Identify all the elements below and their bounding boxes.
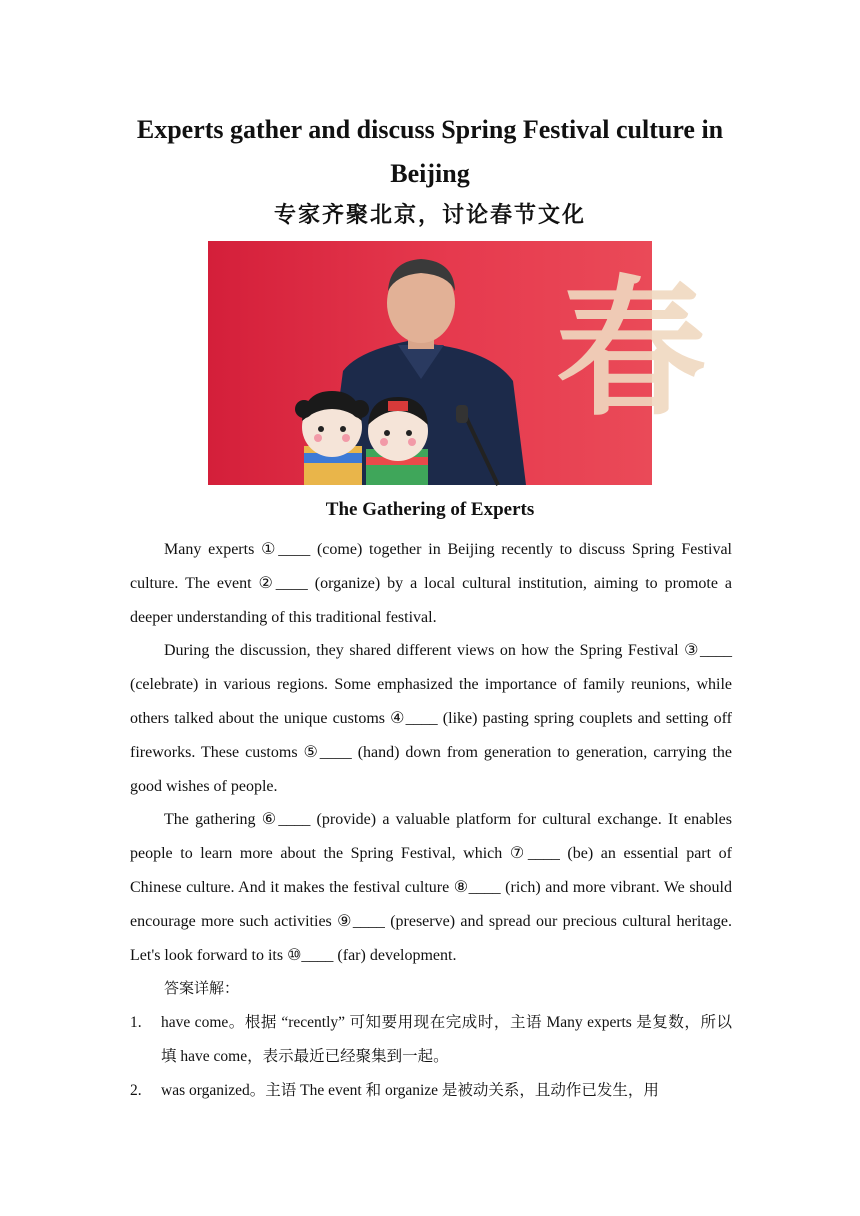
article-photo: [208, 241, 707, 485]
banner-character: 春: [556, 261, 707, 437]
answer-text: was organized。主语 The event 和 organize 是被动关系，且动作已发生，用: [161, 1081, 659, 1099]
paragraph-1: Many experts ①____ (come) together in Beijing recently to discuss Spring Festival culture. The event ②____ (organize) by a local cultural institution, aiming to promote a deeper understanding of this traditional festival.: [130, 541, 732, 626]
answer-item-2: [130, 1074, 732, 1108]
answers-heading: 答案详解：: [164, 979, 240, 998]
answer-text: have come。根据 “recently” 可知要用现在完成时，主语 Many experts 是复数，所以填 have come，表示最近已经聚集到一起。: [161, 1014, 732, 1065]
microphone: [456, 405, 468, 423]
doll-right: [366, 397, 428, 485]
article-body: [130, 533, 732, 1108]
article-title-english: Experts gather and discuss Spring Festival culture in Beijing: [136, 115, 724, 188]
section-subheading: The Gathering of Experts: [325, 499, 535, 520]
speaker-at-podium-photo: [208, 241, 707, 485]
answer-item-1: [130, 1006, 732, 1074]
answer-number: 2.: [130, 1081, 142, 1099]
paragraph-3: The gathering ⑥____ (provide) a valuable platform for cultural exchange. It enables people to learn more about the Spring Festival, which ⑦____ (be) an essential part of Chinese culture. And it makes the festival culture ⑧____ (rich) and more vibrant. We should encourage more such activities ⑨____ (preserve) and spread our precious cultural heritage. Let's look forward to its ⑩____ (far) development.: [130, 811, 732, 964]
answer-number: 1.: [130, 1014, 142, 1032]
paragraph-2: During the discussion, they shared different views on how the Spring Festival ③____ (celebrate) in various regions. Some emphasized the importance of family reunions, while others talked about the unique customs ④____ (like) pasting spring couplets and setting off fireworks. These customs ⑤____ (hand) down from generation to generation, carrying the good wishes of people.: [130, 642, 732, 795]
doll-left: [295, 391, 369, 485]
article-title-chinese: 专家齐聚北京，讨论春节文化: [273, 203, 586, 228]
